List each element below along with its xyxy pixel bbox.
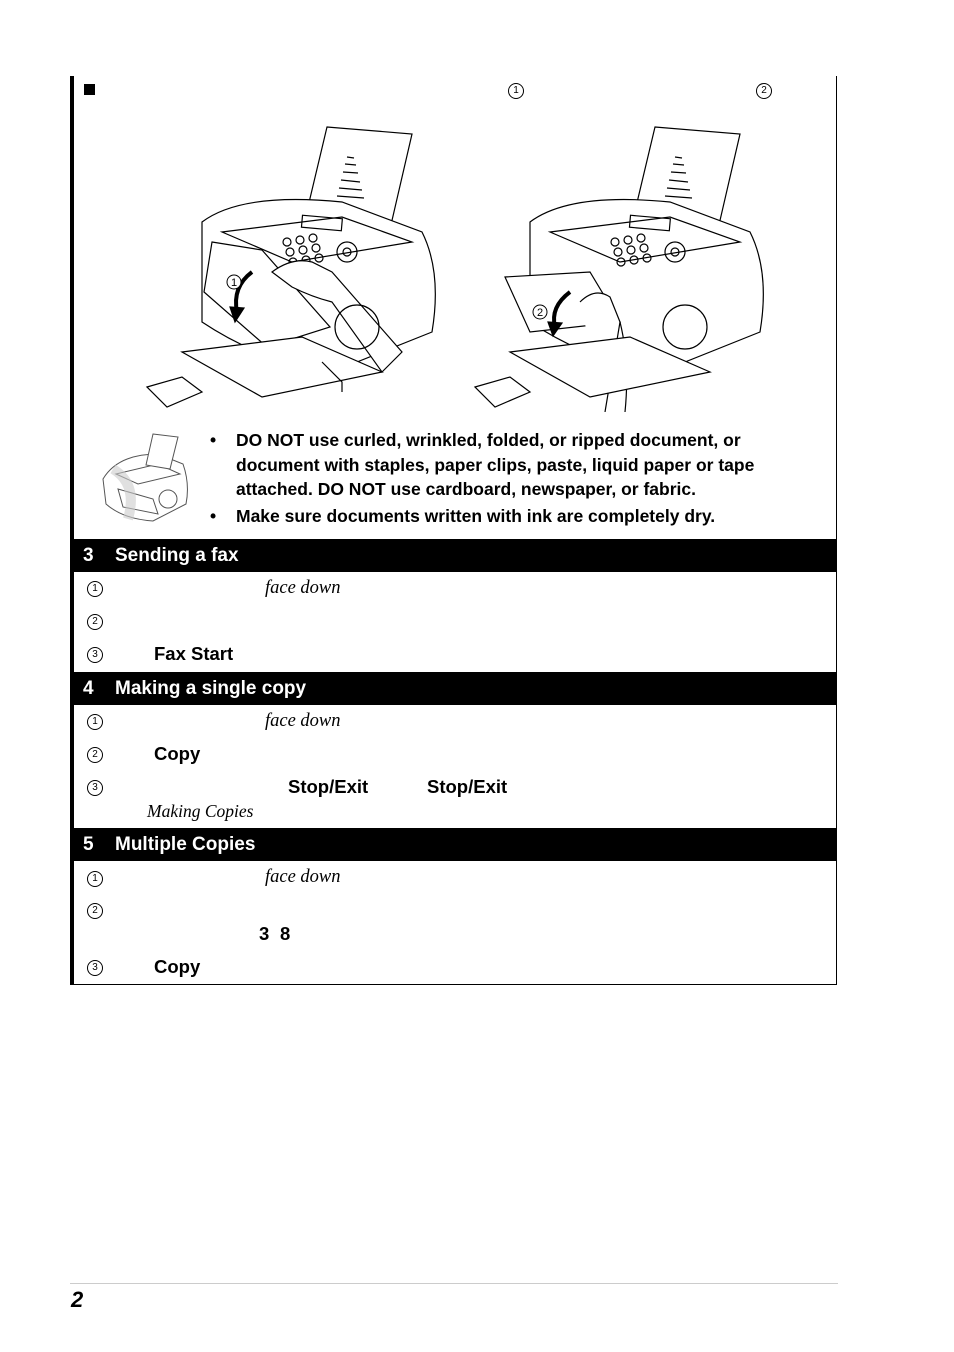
step-text-face-down: face down (265, 711, 341, 731)
section-title: Sending a fax (115, 545, 239, 566)
fax-document-feed-illustration-2 (470, 122, 780, 412)
stop-exit-key: Stop/Exit (427, 776, 508, 797)
step-marker-1: 1 (87, 581, 103, 597)
note-item (210, 428, 825, 502)
content-frame (70, 76, 837, 985)
note-item (210, 504, 825, 529)
section-header-single-copy (74, 672, 836, 705)
fax-document-feed-illustration-1 (142, 122, 452, 412)
step-marker-3: 3 (87, 960, 103, 976)
section-header-sending-fax (74, 539, 836, 572)
section-number: 4 (83, 678, 94, 699)
step-marker-2: 2 (756, 83, 772, 99)
making-copies-reference: Making Copies (147, 801, 254, 821)
copy-key: Copy (154, 956, 201, 977)
page-number: 2 (71, 1287, 84, 1312)
step-marker-2: 2 (87, 747, 103, 763)
step-marker-1: 1 (87, 714, 103, 730)
fax-start-key: Fax Start (154, 643, 234, 664)
fax-machine-note-icon (98, 429, 194, 527)
note-text: DO NOT use curled, wrinkled, folded, or ripped document, or document with staples, paper clips, paste, liquid paper or tape attached. DO NOT use cardboard, newspaper, or fabric. (236, 430, 755, 499)
step-marker-1: 1 (508, 83, 524, 99)
number-key-8: 8 (280, 923, 291, 944)
section-header-multiple-copies (74, 828, 836, 861)
step-text-face-down: face down (265, 867, 341, 887)
stop-exit-key: Stop/Exit (288, 776, 369, 797)
section-title: Multiple Copies (115, 834, 256, 855)
note-text: Make sure documents written with ink are completely dry. (236, 505, 716, 526)
illustration-callout-2: 2 (536, 307, 544, 319)
section-title: Making a single copy (115, 678, 307, 699)
step-marker-2: 2 (87, 903, 103, 919)
number-key-3: 3 (259, 923, 270, 944)
section-number: 5 (83, 834, 94, 855)
section-number: 3 (83, 545, 94, 566)
step-marker-1: 1 (87, 871, 103, 887)
bullet-dot: • (210, 430, 217, 450)
step-text-face-down: face down (265, 578, 341, 598)
illustration-callout-1: 1 (230, 277, 238, 289)
step-marker-3: 3 (87, 780, 103, 796)
square-bullet-icon (84, 84, 95, 95)
copy-key: Copy (154, 743, 201, 764)
bullet-dot: • (210, 505, 217, 526)
step-marker-2: 2 (87, 614, 103, 630)
step-marker-3: 3 (87, 647, 103, 663)
warning-notes (210, 428, 825, 528)
footer-divider (70, 1283, 838, 1284)
